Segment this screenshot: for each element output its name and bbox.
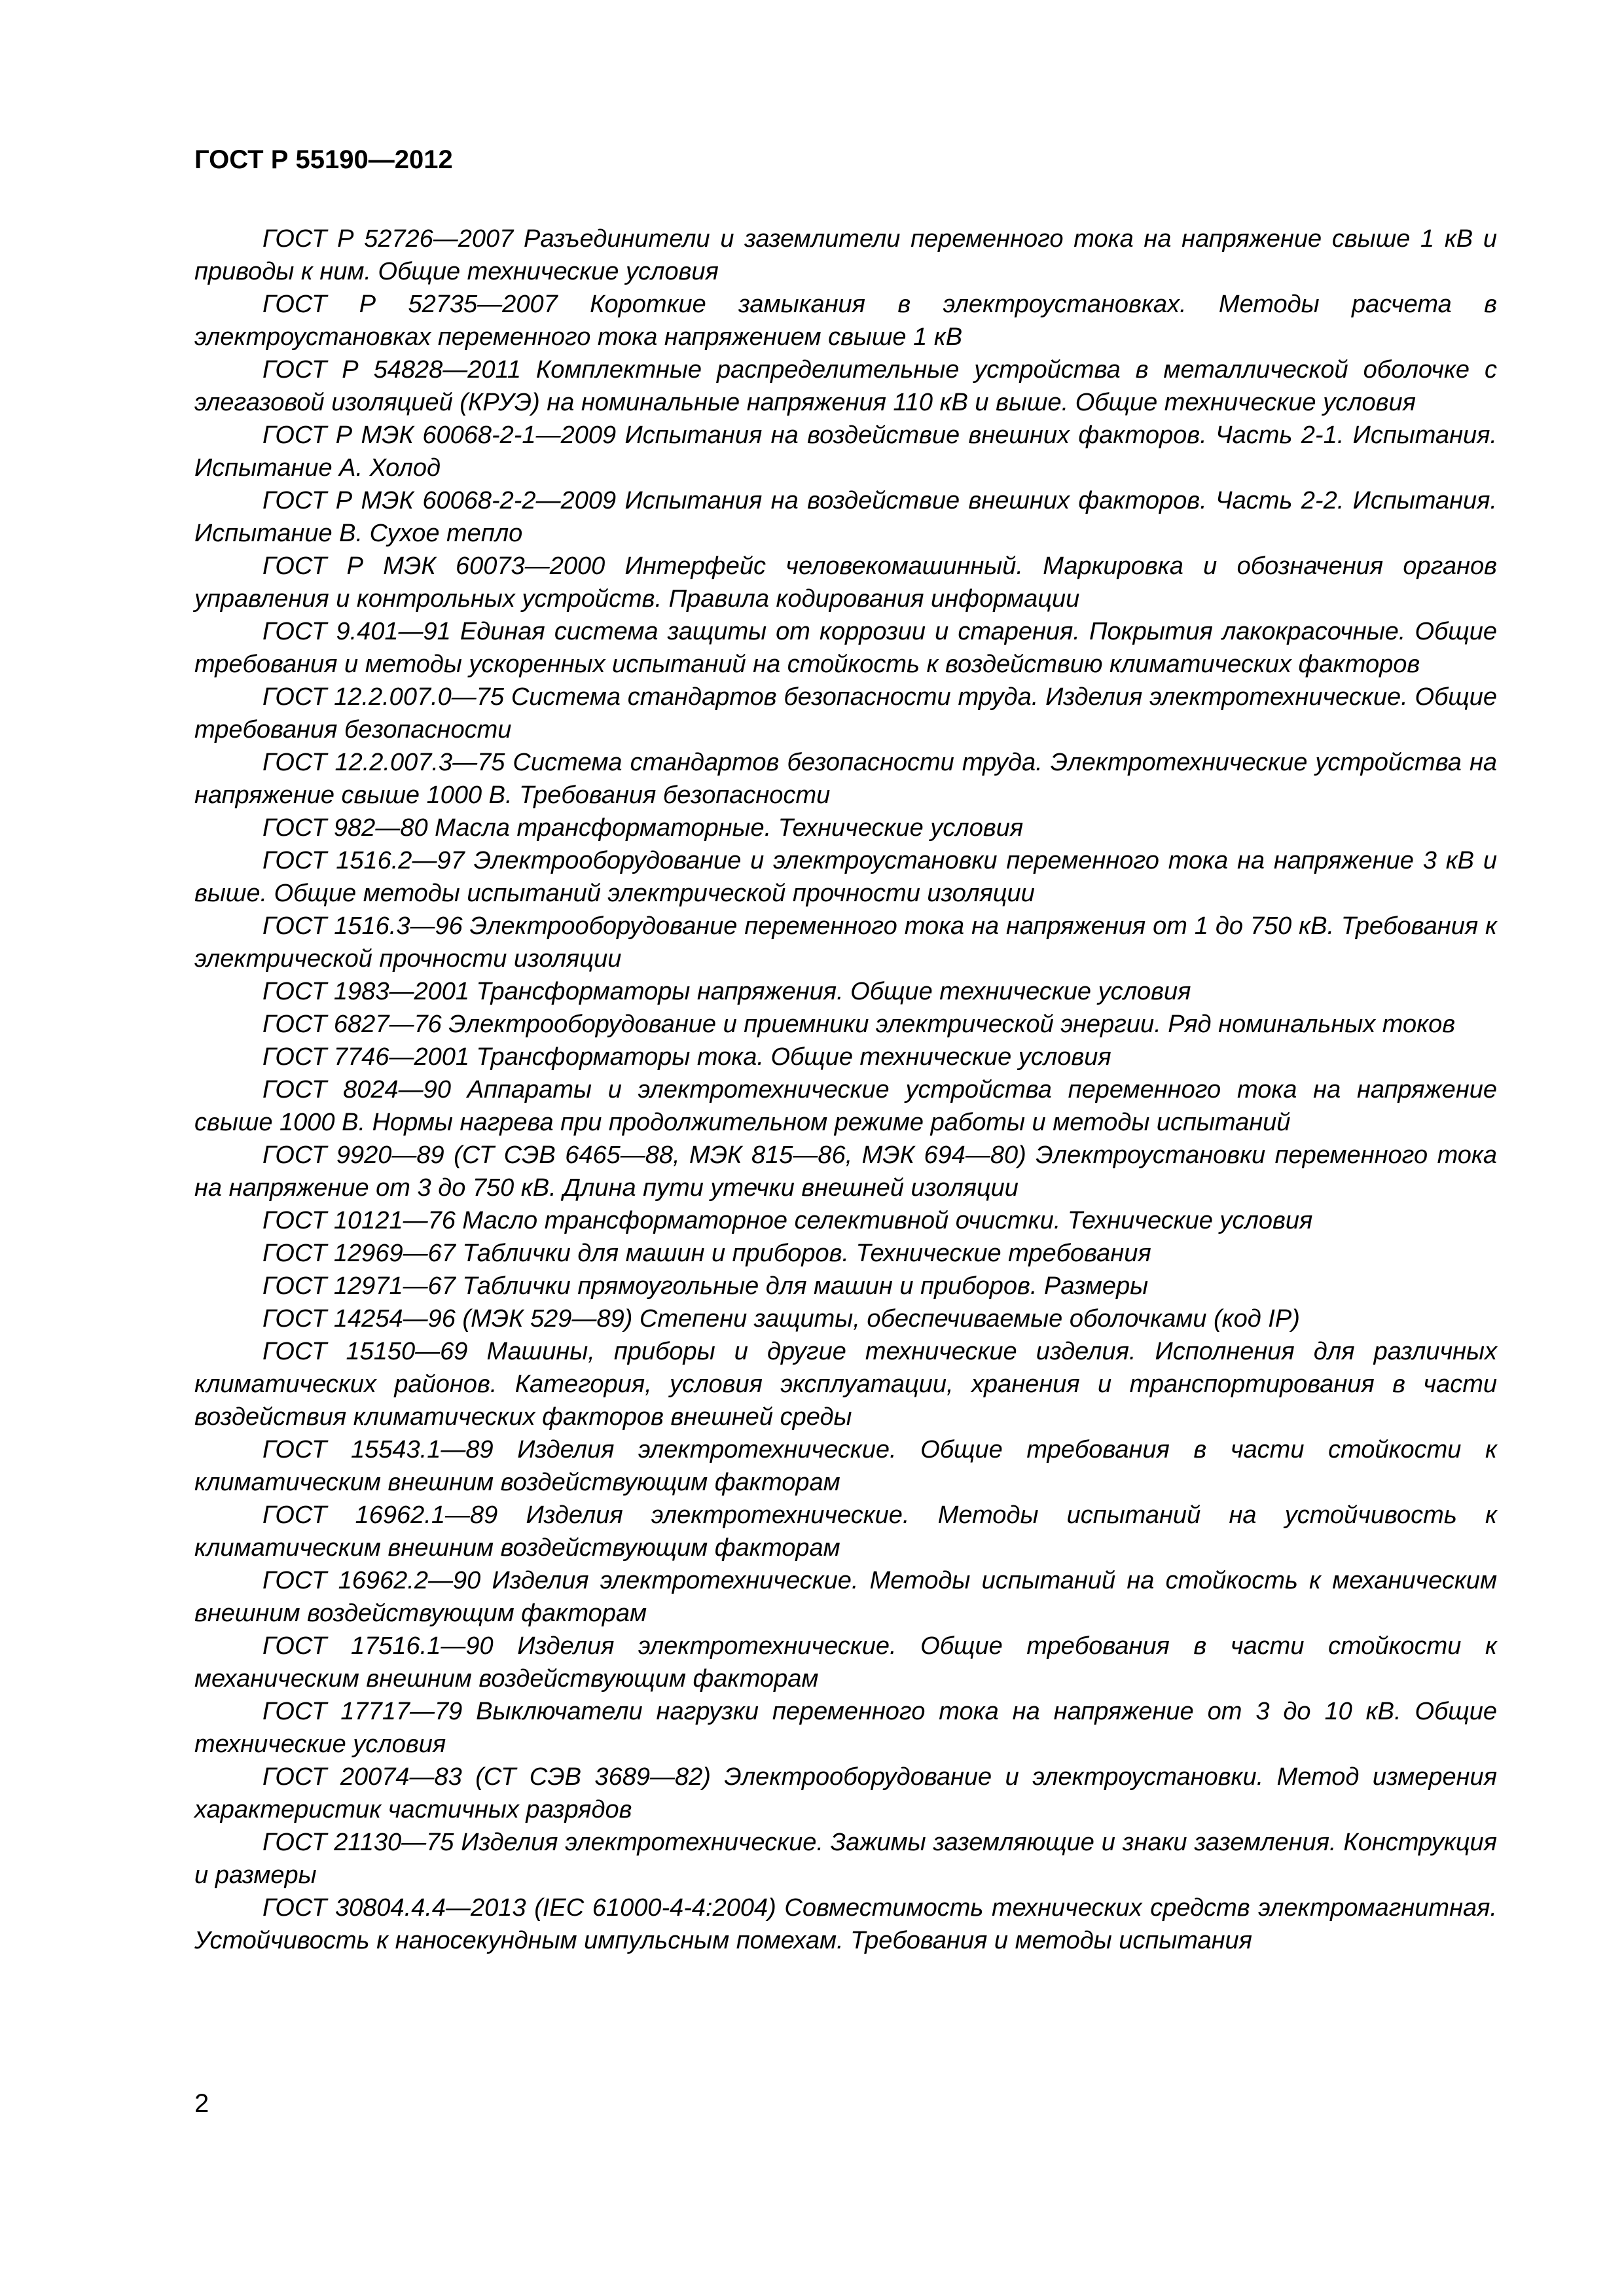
reference-item: ГОСТ Р 52735—2007 Короткие замыкания в электроустановках. Методы расчета в электроустановках переменного тока напряжением свыше 1 кВ — [194, 291, 1497, 351]
reference-item: ГОСТ 1516.2—97 Электрооборудование и электроустановки переменного тока на напряжение 3 кВ и выше. Общие методы испытаний электрической прочности изоляции — [194, 847, 1497, 907]
document-header: ГОСТ Р 55190—2012 — [194, 145, 453, 174]
reference-item: ГОСТ 16962.2—90 Изделия электротехнические. Методы испытаний на стойкость к механическим внешним воздействующим факторам — [194, 1567, 1497, 1627]
reference-item: ГОСТ 9920—89 (СТ СЭВ 6465—88, МЭК 815—86, МЭК 694—80) Электроустановки переменного тока на напряжение от 3 до 750 кВ. Длина пути утечки внешней изоляции — [194, 1141, 1497, 1202]
reference-item: ГОСТ 16962.1—89 Изделия электротехнические. Методы испытаний на устойчивость к климатическим внешним воздействующим факторам — [194, 1501, 1497, 1562]
reference-item: ГОСТ 12969—67 Таблички для машин и приборов. Технические требования — [262, 1240, 1151, 1267]
reference-item: ГОСТ 20074—83 (СТ СЭВ 3689—82) Электрооборудование и электроустановки. Метод измерения характеристик частичных разрядов — [194, 1763, 1497, 1823]
reference-item: ГОСТ 15150—69 Машины, приборы и другие технические изделия. Исполнения для различных климатических районов. Категория, условия эксплуатации, хранения и транспортирования в части воздействия климатических факторов внешней среды — [194, 1338, 1497, 1431]
reference-item: ГОСТ Р МЭК 60068-2-1—2009 Испытания на воздействие внешних факторов. Часть 2-1. Испытания. Испытание А. Холод — [194, 422, 1497, 482]
reference-item: ГОСТ 9.401—91 Единая система защиты от коррозии и старения. Покрытия лакокрасочные. Общие требования и методы ускоренных испытаний на стойкость к воздействию климатических факторов — [194, 618, 1497, 678]
reference-item: ГОСТ 30804.4.4—2013 (IEC 61000-4-4:2004) Совместимость технических средств электромагнитная. Устойчивость к наносекундным импульсным помехам. Требования и методы испытания — [194, 1894, 1497, 1954]
reference-item: ГОСТ 21130—75 Изделия электротехнические. Зажимы заземляющие и знаки заземления. Конструкция и размеры — [194, 1829, 1497, 1889]
reference-item: ГОСТ 12.2.007.0—75 Система стандартов безопасности труда. Изделия электротехнические. Общие требования безопасности — [194, 683, 1497, 744]
reference-item: ГОСТ 10121—76 Масло трансформаторное селективной очистки. Технические условия — [262, 1207, 1313, 1234]
reference-item: ГОСТ Р МЭК 60073—2000 Интерфейс человекомашинный. Маркировка и обозначения органов управления и контрольных устройств. Правила кодирования информации — [194, 552, 1497, 613]
reference-item: ГОСТ 982—80 Масла трансформаторные. Технические условия — [262, 814, 1024, 842]
reference-item: ГОСТ 17516.1—90 Изделия электротехнические. Общие требования в части стойкости к механическим внешним воздействующим факторам — [194, 1632, 1497, 1693]
reference-item: ГОСТ 12971—67 Таблички прямоугольные для машин и приборов. Размеры — [262, 1272, 1149, 1300]
reference-item: ГОСТ 15543.1—89 Изделия электротехнические. Общие требования в части стойкости к климатическим внешним воздействующим факторам — [194, 1436, 1497, 1496]
normative-references-list — [194, 223, 1497, 1957]
reference-item: ГОСТ 1983—2001 Трансформаторы напряжения. Общие технические условия — [262, 978, 1191, 1005]
page-number: 2 — [194, 2089, 209, 2118]
reference-item: ГОСТ 8024—90 Аппараты и электротехнические устройства переменного тока на напряжение свыше 1000 В. Нормы нагрева при продолжительном режиме работы и методы испытаний — [194, 1076, 1497, 1136]
reference-item: ГОСТ 14254—96 (МЭК 529—89) Степени защиты, обеспечиваемые оболочками (код IP) — [262, 1305, 1300, 1333]
reference-item: ГОСТ Р МЭК 60068-2-2—2009 Испытания на воздействие внешних факторов. Часть 2-2. Испытания. Испытание В. Сухое тепло — [194, 487, 1497, 547]
reference-item: ГОСТ Р 54828—2011 Комплектные распределительные устройства в металлической оболочке с элегазовой изоляцией (КРУЭ) на номинальные напряжения 110 кВ и выше. Общие технические условия — [194, 356, 1497, 416]
reference-item: ГОСТ Р 52726—2007 Разъединители и заземлители переменного тока на напряжение свыше 1 кВ и приводы к ним. Общие технические условия — [194, 225, 1497, 285]
reference-item: ГОСТ 17717—79 Выключатели нагрузки переменного тока на напряжение от 3 до 10 кВ. Общие технические условия — [194, 1698, 1497, 1758]
reference-item: ГОСТ 1516.3—96 Электрооборудование переменного тока на напряжения от 1 до 750 кВ. Требования к электрической прочности изоляции — [194, 912, 1497, 973]
reference-item: ГОСТ 6827—76 Электрооборудование и приемники электрической энергии. Ряд номинальных токов — [262, 1011, 1456, 1038]
reference-item: ГОСТ 7746—2001 Трансформаторы тока. Общие технические условия — [262, 1043, 1111, 1071]
reference-item: ГОСТ 12.2.007.3—75 Система стандартов безопасности труда. Электротехнические устройства на напряжение свыше 1000 В. Требования безопасности — [194, 749, 1497, 809]
